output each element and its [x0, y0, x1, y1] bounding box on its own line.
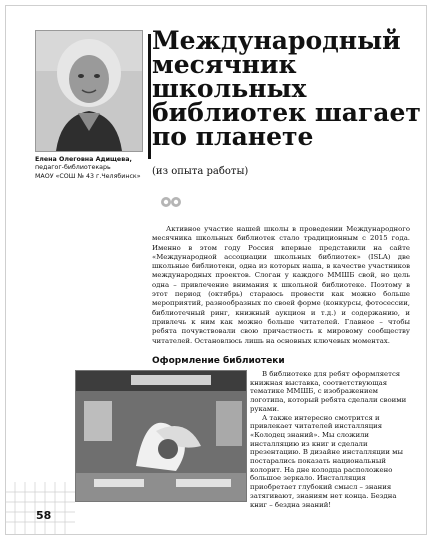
section-paragraph: В библиотеке для ребят оформляется книжная выставка, соответствующая тематике ММШБ, с изображением логотипа, который ребята сделали своими руками.: [250, 370, 407, 413]
title-line: школьных: [152, 74, 307, 103]
intro-paragraph: Активное участие нашей школы в проведении Международного месячника школьных библиотек стало традиционным с 2015 года. Именно в этом году Россия впервые представили на сайте «Международной ассоциации школьных библиотек» (ISLA) две школьные библиотеки, одна из которых наша, в качестве участников международных проектов. Слоган у каждого ММШБ свой, но цель одна – привлечение внимания к школьной библиотеке. Поэтому в этот период (октябрь) стараюсь провести как можно больше мероприятий, разнообразных по своей форме (конкурсы, фотосессии, библиотечный ринг, книжный аукцион и т.д.) и содержанию, и привлечь к ним как можно больше читателей. Главное – чтобы ребята почувствовали свою причастность к мировому сообществу читателей. Остановлюсь лишь на основных ключевых моментах.: [152, 225, 410, 345]
title-line: по планете: [152, 122, 314, 151]
article-subtitle: (из опыта работы): [152, 166, 249, 177]
author-org: МАОУ «СОШ № 43 г.Челябинск»: [35, 172, 141, 180]
section-paragraph: А также интересно смотрится и привлекает читателей инсталляция «Колодец знаний». Мы сложили инсталляцию из книг и сделали презентацию. В дизайне инсталляции мы постарались показать национальный колорит. На дне колодца расположено большое зеркало. Инсталляция приобретает глубокий смысл – знания затягивают, знаниям нет конца. Бездна книг – бездна знаний!: [250, 413, 403, 509]
title-line: библиотек шагает: [152, 98, 421, 127]
title-line: месячник: [152, 50, 297, 79]
author-caption: [35, 156, 160, 181]
article-title: [152, 26, 422, 151]
author-photo: [35, 30, 143, 152]
title-accent-bar: [148, 34, 151, 159]
page-number: 58: [36, 509, 52, 522]
title-line: Международный: [152, 26, 401, 55]
exhibition-photo: [75, 370, 247, 502]
section-text: [250, 370, 408, 509]
quote-ornament-icon: [160, 196, 182, 208]
author-role: педагог-библиотекарь: [35, 164, 111, 172]
author-name: Елена Олеговна Адищева,: [35, 156, 132, 163]
section-heading: Оформление библиотеки: [152, 356, 285, 366]
